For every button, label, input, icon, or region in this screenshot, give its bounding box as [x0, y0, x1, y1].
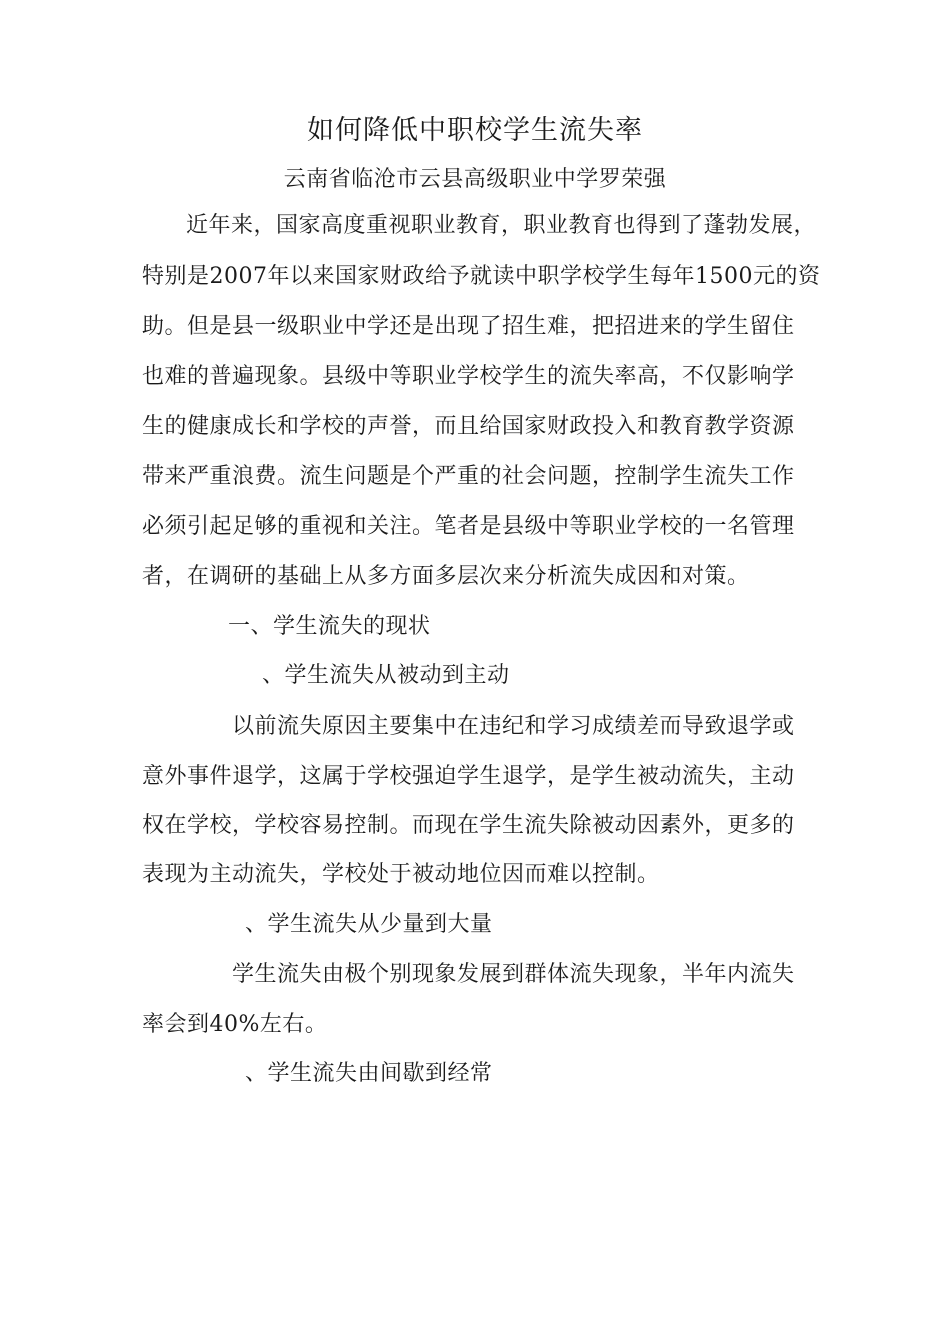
paragraph-line: 生的健康成长和学校的声誉，而且给国家财政投入和教育教学资源: [142, 414, 795, 439]
section-heading: 一、学生流失的现状: [228, 614, 431, 639]
paragraph-line: 助。但是县一级职业中学还是出现了招生难，把招进来的学生留住: [142, 314, 795, 339]
paragraph-line: 表现为主动流失，学校处于被动地位因而难以控制。: [142, 862, 660, 887]
document-title: 如何降低中职校学生流失率: [307, 115, 643, 146]
subsection-heading: 、学生流失从少量到大量: [245, 912, 493, 937]
subsection-heading: 、学生流失从被动到主动: [262, 663, 510, 688]
author-line: 云南省临沧市云县高级职业中学罗荣强: [283, 167, 667, 192]
subsection-heading: 、学生流失由间歇到经常: [245, 1061, 493, 1086]
paragraph-line: 也难的普遍现象。县级中等职业学校学生的流失率高，不仅影响学: [142, 364, 795, 389]
paragraph-line: 必须引起足够的重视和关注。笔者是县级中等职业学校的一名管理: [142, 514, 795, 539]
paragraph-line: 近年来，国家高度重视职业教育，职业教育也得到了蓬勃发展，: [186, 213, 817, 238]
paragraph-line: 带来严重浪费。流生问题是个严重的社会问题，控制学生流失工作: [142, 464, 795, 489]
paragraph-line: 权在学校，学校容易控制。而现在学生流失除被动因素外，更多的: [142, 813, 795, 838]
paragraph-line: 率会到40%左右。: [142, 1012, 328, 1037]
paragraph-line: 者，在调研的基础上从多方面多层次来分析流失成因和对策。: [142, 564, 750, 589]
paragraph-line: 特别是2007年以来国家财政给予就读中职学校学生每年1500元的资: [142, 264, 821, 289]
paragraph-line: 以前流失原因主要集中在违纪和学习成绩差而导致退学或: [232, 714, 795, 739]
paragraph-line: 学生流失由极个别现象发展到群体流失现象，半年内流失: [232, 962, 795, 987]
paragraph-line: 意外事件退学，这属于学校强迫学生退学，是学生被动流失，主动: [142, 764, 795, 789]
